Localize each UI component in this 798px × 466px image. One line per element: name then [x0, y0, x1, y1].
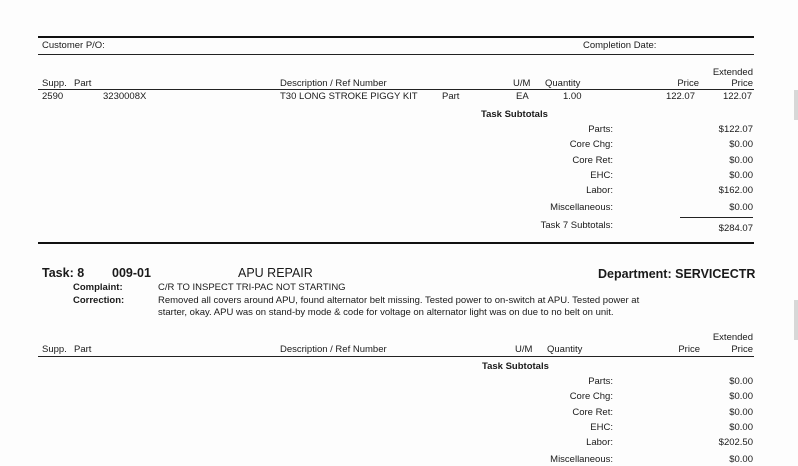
top-rule [38, 36, 754, 38]
line-part: 3230008X [103, 91, 147, 102]
task8-col-quantity: Quantity [547, 344, 583, 355]
col-um: U/M [513, 78, 531, 89]
task8-task-label: Task: [42, 266, 74, 280]
task8-core-chg-value: $0.00 [729, 391, 753, 402]
task7-parts-value: $122.07 [718, 124, 753, 135]
col-extended-price: Price [731, 78, 753, 89]
header-divider [38, 54, 754, 55]
task7-misc-value: $0.00 [729, 202, 753, 213]
task7-labor-label: Labor: [586, 185, 613, 196]
task7-total-label: Task 7 Subtotals: [540, 220, 613, 231]
task8-col-extended-price: Price [731, 344, 753, 355]
task8-col-um: U/M [515, 344, 533, 355]
task7-core-chg-label: Core Chg: [569, 139, 613, 150]
task7-core-ret-value: $0.00 [729, 155, 753, 166]
task8-ehc-value: $0.00 [729, 422, 753, 433]
line-type: Part [442, 91, 460, 102]
task8-misc-value: $0.00 [729, 454, 753, 465]
task8-misc-label: Miscellaneous: [550, 454, 613, 465]
task8-col-part: Part [74, 344, 92, 355]
task8-department-label: Department: [598, 267, 672, 281]
task8-code: 009-01 [112, 266, 151, 280]
task7-ehc-label: EHC: [590, 170, 613, 181]
task8-title: APU REPAIR [238, 266, 313, 280]
col-quantity: Quantity [545, 78, 581, 89]
task7-labor-value: $162.00 [718, 185, 753, 196]
task8-core-ret-value: $0.00 [729, 407, 753, 418]
task8-parts-label: Parts: [588, 376, 613, 387]
task8-col-extended: Extended [712, 332, 753, 343]
line-price: 122.07 [665, 91, 695, 102]
task8-department-value: SERVICECTR [675, 267, 756, 281]
line-extended: 122.07 [722, 91, 752, 102]
task8-core-chg-label: Core Chg: [569, 391, 613, 402]
task8-correction-line2: starter, okay. APU was on stand-by mode & code for voltage on alternator light was on due to no belt on unit. [158, 307, 614, 318]
task7-misc-label: Miscellaneous: [550, 202, 613, 213]
scan-edge-mark [794, 90, 798, 120]
task8-subtotals-title: Task Subtotals [482, 361, 549, 372]
completion-date-label: Completion Date: [583, 40, 657, 51]
task8-label [42, 266, 84, 280]
col-supp: Supp. [42, 78, 67, 89]
task8-ehc-label: EHC: [590, 422, 613, 433]
scan-edge-mark [794, 300, 798, 340]
task8-core-ret-label: Core Ret: [572, 407, 613, 418]
task8-department [598, 267, 755, 281]
task7-subtotals-title: Task Subtotals [481, 109, 548, 120]
task7-parts-label: Parts: [588, 124, 613, 135]
col-part: Part [74, 78, 92, 89]
line-um: EA [516, 91, 529, 102]
task7-total-value: $284.07 [718, 223, 753, 234]
task-separator-rule [38, 242, 754, 244]
task8-complaint-label: Complaint: [73, 282, 123, 293]
col-header-rule [38, 89, 754, 90]
line-supp: 2590 [42, 91, 64, 102]
task8-col-description: Description / Ref Number [280, 344, 387, 355]
task7-core-ret-label: Core Ret: [572, 155, 613, 166]
task8-complaint: C/R TO INSPECT TRI-PAC NOT STARTING [158, 282, 346, 293]
task7-core-chg-value: $0.00 [729, 139, 753, 150]
task8-col-supp: Supp. [42, 344, 67, 355]
col-extended: Extended [712, 67, 753, 78]
task7-ehc-value: $0.00 [729, 170, 753, 181]
task8-correction-label: Correction: [73, 295, 125, 306]
line-description: T30 LONG STROKE PIGGY KIT [280, 91, 418, 102]
task8-parts-value: $0.00 [729, 376, 753, 387]
customer-po-label: Customer P/O: [42, 40, 105, 51]
task8-col-header-rule [38, 356, 754, 357]
task7-total-rule [680, 217, 753, 218]
task8-correction-line1: Removed all covers around APU, found alternator belt missing. Tested power to on-switch at APU. Tested power at [158, 295, 640, 306]
col-price: Price [677, 78, 699, 89]
task8-col-price: Price [678, 344, 700, 355]
task8-number: 8 [77, 266, 85, 280]
line-quantity: 1.00 [563, 91, 582, 102]
task8-labor-label: Labor: [586, 437, 613, 448]
task8-labor-value: $202.50 [718, 437, 753, 448]
col-description: Description / Ref Number [280, 78, 387, 89]
